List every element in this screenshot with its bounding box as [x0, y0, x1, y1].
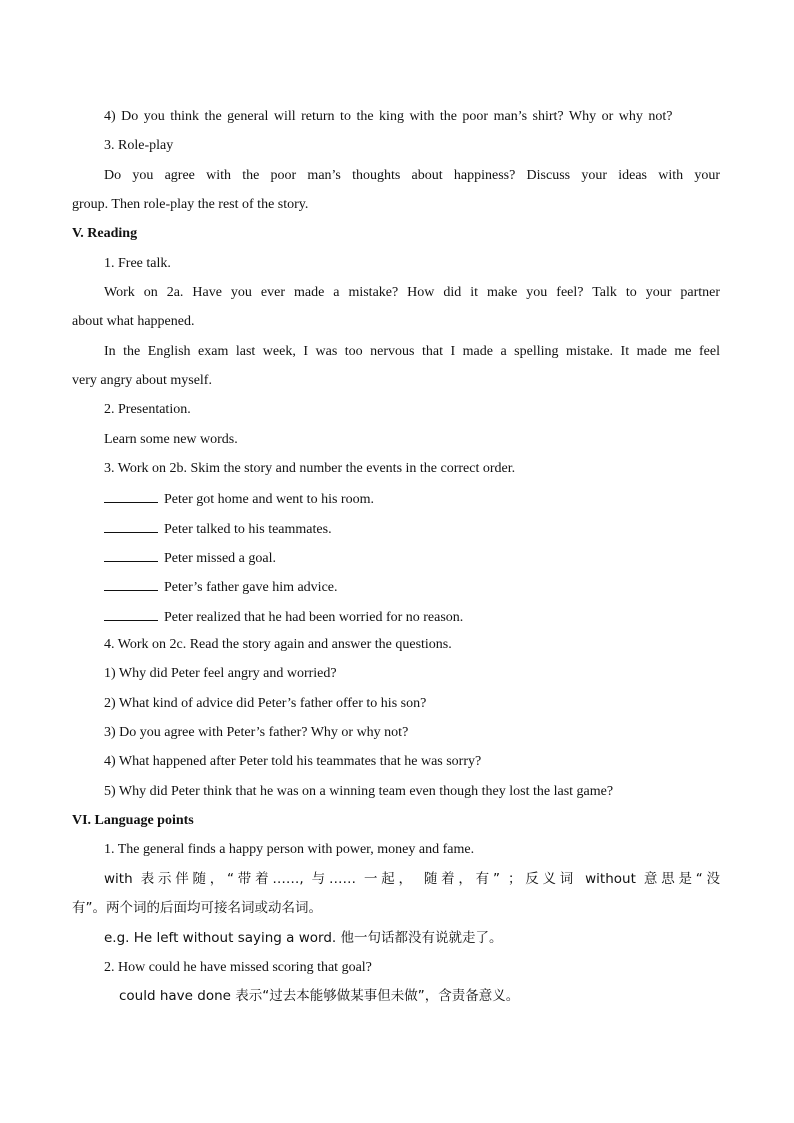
language-note-1-line-2: 有”。两个词的后面均可接名词或动名词。	[72, 900, 322, 916]
answer-blank[interactable]	[104, 577, 158, 591]
learn-words-line: Learn some new words.	[104, 432, 238, 447]
role-play-instruction-line-1: Do you agree with the poor man’s thoughts about happiness? Discuss your ideas with your	[104, 168, 720, 183]
event-item-2: Peter talked to his teammates.	[104, 519, 332, 537]
work-2a-line-1: Work on 2a. Have you ever made a mistake? How did it make you feel? Talk to your partner	[104, 285, 720, 300]
presentation-heading: 2. Presentation.	[104, 402, 191, 417]
work-2c-heading: 4. Work on 2c. Read the story again and answer the questions.	[104, 637, 452, 652]
question-4-line: 4) Do you think the general will return to the king with the poor man’s shirt? Why or why not?	[104, 109, 673, 124]
event-item-3: Peter missed a goal.	[104, 548, 276, 566]
event-item-5: Peter realized that he had been worried for no reason.	[104, 607, 463, 625]
answer-blank[interactable]	[104, 548, 158, 562]
example-sentence: e.g. He left without saying a word. 他一句话都没有说就走了。	[104, 930, 503, 946]
free-talk-heading: 1. Free talk.	[104, 256, 171, 271]
answer-blank[interactable]	[104, 607, 158, 621]
event-item-4: Peter’s father gave him advice.	[104, 577, 338, 595]
language-note-2: could have done 表示“过去本能够做某事但未做”，含责备意义。	[119, 988, 520, 1004]
role-play-instruction-line-2: group. Then role-play the rest of the story.	[72, 197, 309, 212]
question-line-5: 5) Why did Peter think that he was on a winning team even though they lost the last game?	[104, 784, 614, 799]
event-item-1: Peter got home and went to his room.	[104, 489, 374, 507]
language-point-1: 1. The general finds a happy person with power, money and fame.	[104, 842, 475, 857]
section-v-heading: V. Reading	[72, 226, 138, 241]
example-answer-line-2: very angry about myself.	[72, 373, 212, 388]
answer-blank[interactable]	[104, 519, 158, 533]
question-line-1: 1) Why did Peter feel angry and worried?	[104, 666, 337, 681]
work-2a-line-2: about what happened.	[72, 314, 195, 329]
role-play-heading: 3. Role-play	[104, 138, 174, 153]
language-note-1-line-1: with 表示伴随，“带着……, 与…… 一起， 随着，有” ；反义词 without 意思是“没	[104, 871, 720, 887]
section-vi-heading: VI. Language points	[72, 813, 194, 828]
work-2b-heading: 3. Work on 2b. Skim the story and number the events in the correct order.	[104, 461, 516, 476]
question-line-3: 3) Do you agree with Peter’s father? Why or why not?	[104, 725, 409, 740]
question-line-4: 4) What happened after Peter told his teammates that he was sorry?	[104, 754, 482, 769]
language-point-2: 2. How could he have missed scoring that goal?	[104, 960, 372, 975]
question-line-2: 2) What kind of advice did Peter’s father offer to his son?	[104, 696, 427, 711]
answer-blank[interactable]	[104, 489, 158, 503]
example-answer-line-1: In the English exam last week, I was too nervous that I made a spelling mistake. It made me feel	[104, 344, 720, 359]
